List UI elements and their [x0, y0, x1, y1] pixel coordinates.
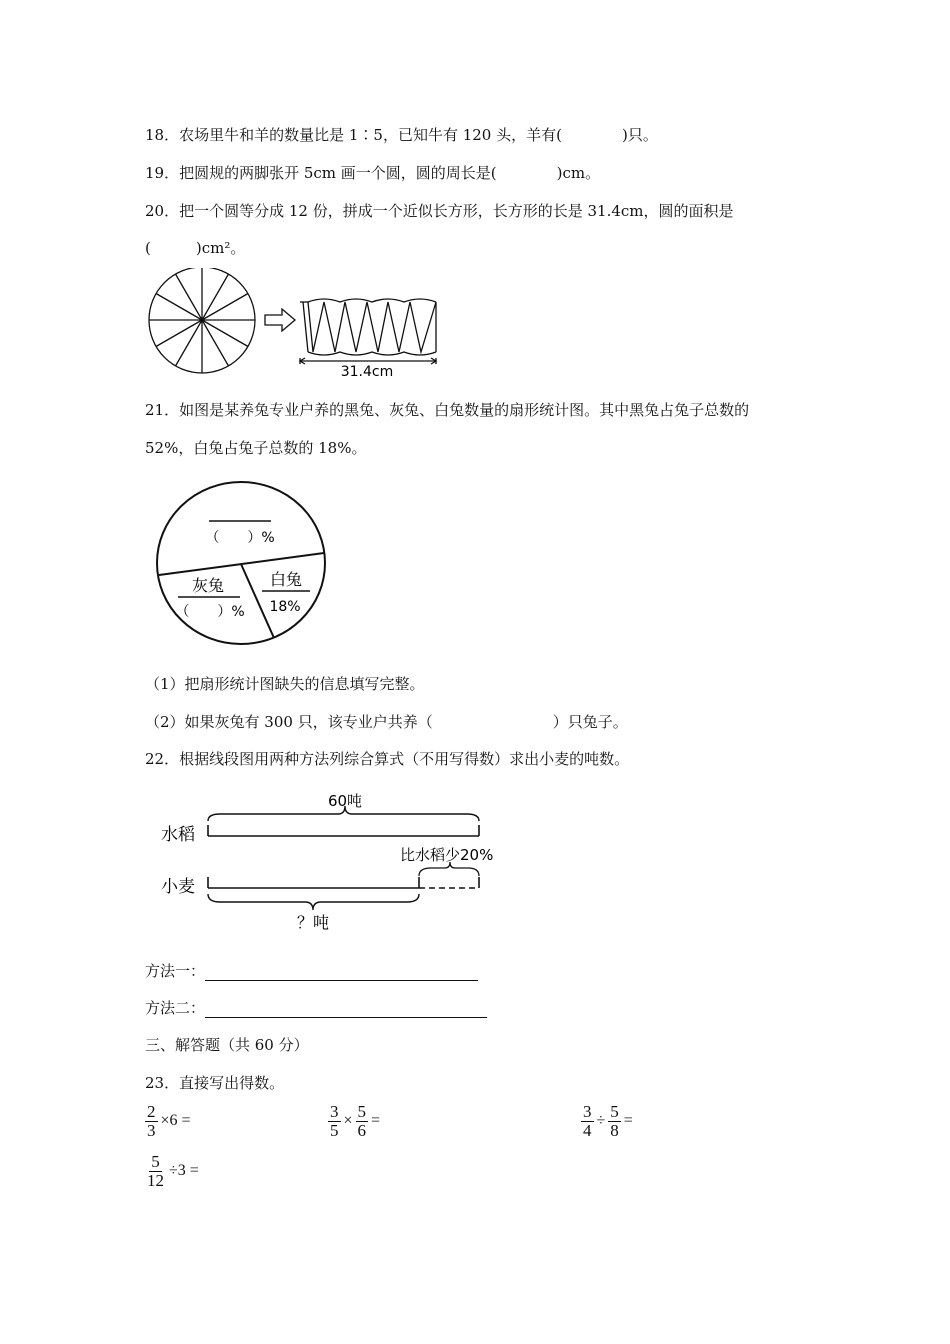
method-2: [145, 997, 487, 1018]
arrow-right-icon: [265, 309, 295, 331]
rice-label: 水稻: [161, 825, 195, 845]
calc-item-4: $\frac{5}{12}$ ÷3 =: [147, 1152, 199, 1190]
calc-item-1: $\frac{2}{3}$ ×6 =: [147, 1102, 191, 1140]
white-rabbit-value: 18%: [269, 599, 301, 615]
rabbit-pie-chart: [150, 478, 335, 650]
difference-brace: [419, 862, 479, 876]
gray-rabbit-label: 灰兔: [191, 576, 225, 595]
section-3-title: 三、解答题（共 60 分）: [145, 1036, 309, 1054]
fraction: $\frac{3}{4}$: [583, 1102, 592, 1140]
calc-item-3: $\frac{3}{4}$ ÷ $\frac{5}{8}$ =: [583, 1102, 633, 1140]
fraction: $\frac{5}{6}$: [357, 1102, 367, 1140]
white-rabbit-label: 白兔: [269, 570, 303, 589]
fraction: $\frac{3}{5}$: [330, 1102, 339, 1140]
total-tons-label: 60吨: [327, 792, 363, 810]
method-2-answer-field[interactable]: [205, 1001, 487, 1018]
wheat-label: 小麦: [161, 877, 195, 897]
question-21-sub2: （2）如果灰兔有 300 只，该专业户共养（ ）只兔子。: [145, 713, 628, 731]
rice-segment: [208, 825, 479, 836]
gray-rabbit-blank: （ ）%: [175, 604, 245, 620]
less-than-rice-label: 比水稻少20%: [400, 846, 494, 864]
wheat-segment: [208, 877, 479, 888]
calc-item-2: $\frac{3}{5}$ × $\frac{5}{6}$ =: [330, 1102, 381, 1140]
question-23: 23．直接写出得数。: [145, 1074, 285, 1092]
question-20-line2: ( )cm²。: [145, 239, 246, 257]
question-21-line1: 21．如图是某养兔专业户养的黑兔、灰兔、白兔数量的扇形统计图。其中黑兔占兔子总数的: [145, 401, 750, 419]
question-19: 19．把圆规的两脚张开 5cm 画一个圆，圆的周长是( )cm。: [145, 164, 601, 182]
divided-circle: [149, 268, 255, 373]
circle-to-rectangle-figure: [145, 268, 455, 383]
method-1-label: 方法一：: [145, 962, 206, 980]
line-segment-diagram: [155, 788, 515, 938]
question-21-line2: 52%，白兔占兔子总数的 18%。: [145, 439, 367, 457]
unknown-tons-label: ？吨: [296, 913, 330, 932]
black-rabbit-blank: （ ）%: [205, 530, 275, 546]
question-21-sub1: （1）把扇形统计图缺失的信息填写完整。: [145, 675, 425, 693]
question-20-line1: 20．把一个圆等分成 12 份，拼成一个近似长方形，长方形的长是 31.4cm，圆的面积是: [145, 202, 734, 220]
fraction: $\frac{2}{3}$: [147, 1102, 156, 1140]
rectangle-length-label: 31.4cm: [340, 364, 394, 380]
fraction: $\frac{5}{12}$: [147, 1152, 164, 1190]
fraction: $\frac{5}{8}$: [610, 1102, 619, 1140]
method-2-label: 方法二：: [145, 999, 206, 1017]
method-1-answer-field[interactable]: [205, 964, 478, 981]
wheat-brace: [208, 894, 419, 910]
approx-rectangle: [300, 299, 436, 364]
question-22: 22．根据线段图用两种方法列综合算式（不用写得数）求出小麦的吨数。: [145, 750, 630, 768]
method-1: [145, 960, 478, 981]
question-18: 18．农场里牛和羊的数量比是 1∶5，已知牛有 120 头，羊有( )只。: [145, 126, 658, 144]
